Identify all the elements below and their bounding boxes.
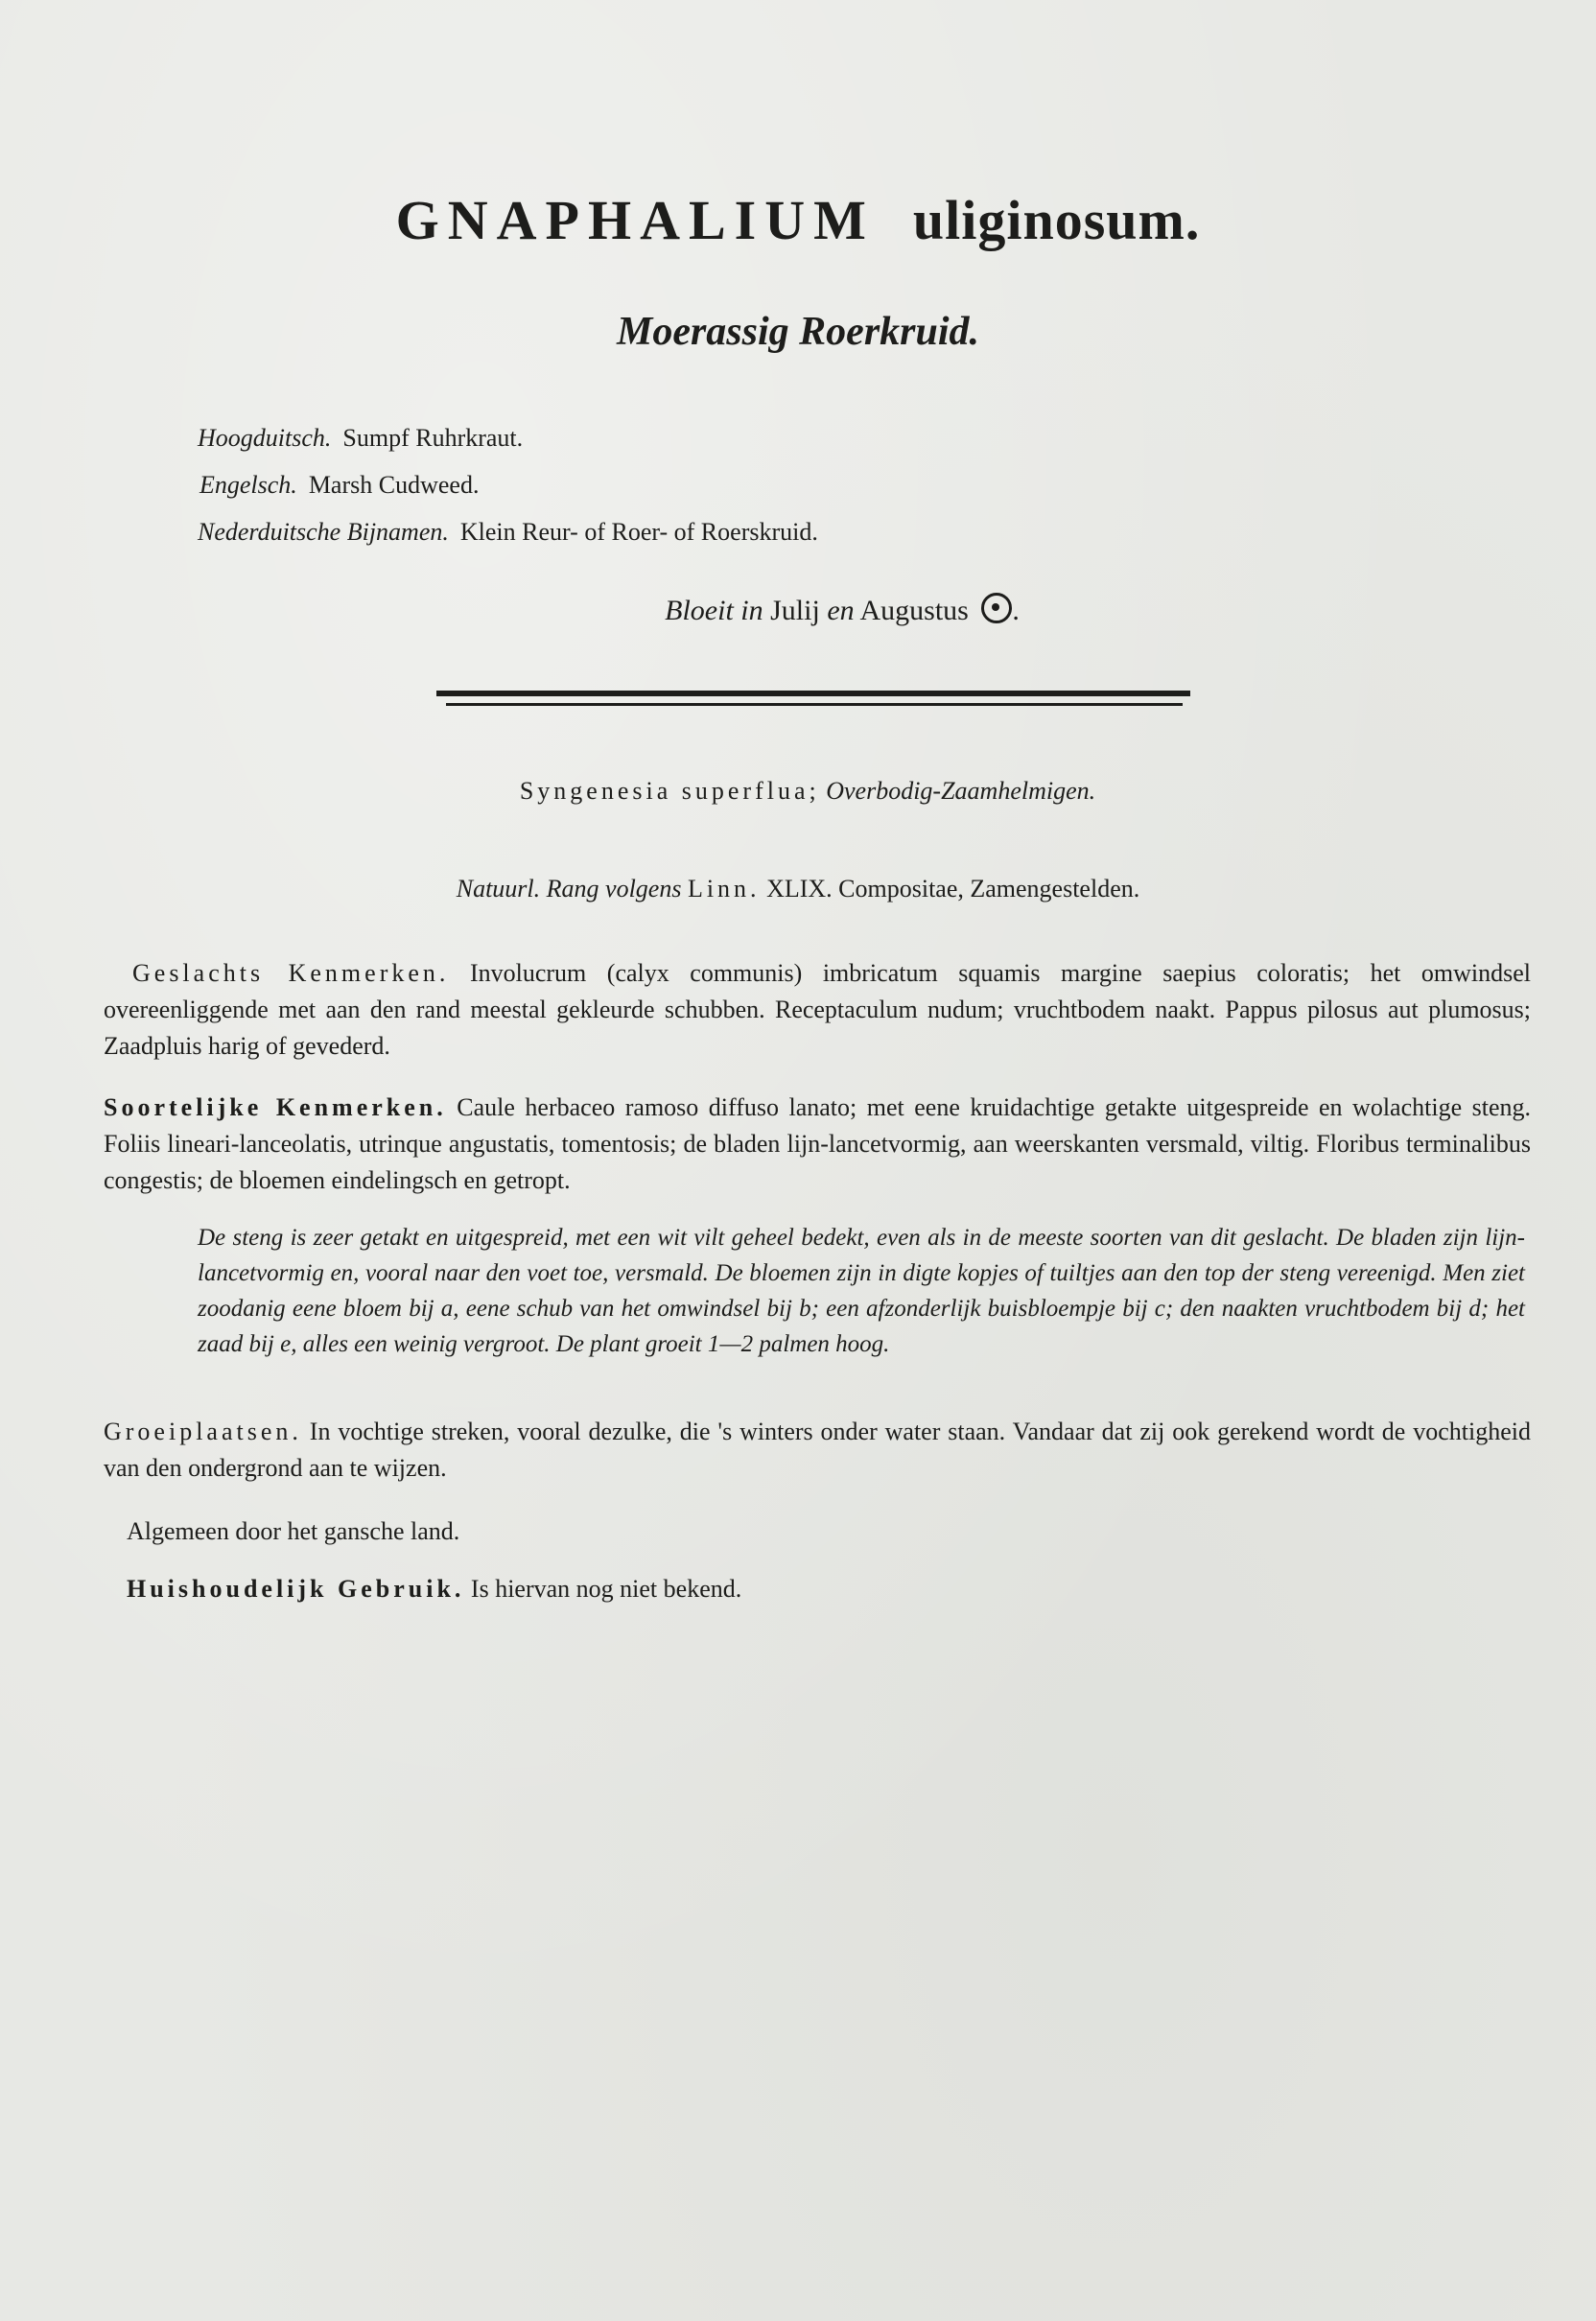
language-label: Nederduitsche Bijnamen.: [198, 518, 449, 546]
natural-rank: [0, 875, 1596, 903]
vernacular-name: Sumpf Ruhrkraut.: [342, 424, 524, 452]
bleed-through-decoration: [1007, 412, 1014, 441]
class-dutch: Overbodig-Zaamhelmigen.: [826, 777, 1096, 805]
divider-thick: [436, 691, 1190, 696]
name-row: [198, 414, 818, 461]
page-title: [0, 188, 1596, 252]
bloom-month-start: Julij: [770, 595, 820, 626]
name-row: [198, 461, 818, 508]
divider-thin: [446, 703, 1183, 706]
linnaean-class: [0, 777, 1596, 806]
distribution: Algemeen door het gansche land.: [127, 1517, 460, 1545]
class-system: Syngenesia superflua;: [519, 777, 820, 805]
vernacular-name: Klein Reur- of Roer- of Roerskruid.: [459, 518, 818, 546]
rank-value: XLIX. Compositae, Zamengestelden.: [766, 875, 1140, 903]
habitat-heading: Groeiplaatsen.: [104, 1418, 302, 1445]
household-use-heading: Huishoudelijk Gebruik.: [127, 1575, 465, 1603]
genus-characters: [104, 955, 1531, 1065]
language-label: Hoogduitsch.: [198, 424, 332, 452]
species-characters-heading: Soortelijke Kenmerken.: [104, 1093, 447, 1121]
plant-description: De steng is zeer getakt en uitgespreid, met een wit vilt geheel bedekt, even als in de meeste soorten van dit geslacht. De bladen zijn lijn-lancetvormig en, vooral naar den voet toe, versmald. De bloemen zijn in digte kopjes of tuiltjes aan den top der steng vereenigd. Men ziet zoodanig eene bloem bij a, eene schub van het omwindsel bij b; een afzonderlijk buisbloempje bij c; den naakten vruchtbodem bij d; het zaad bij e, alles een weinig vergroot. De plant groeit 1—2 palmen hoog.: [198, 1225, 1525, 1357]
species-characters-text: Caule herbaceo ramoso diffuso lanato; met eene kruidachtige getakte uitgespreide en wolachtige steng. Foliis lineari-lanceolatis, utrinque angustatis, tomentosis; de bladen lijn-lancetvormig, aan weerskanten versmald, viltig. Floribus terminalibus congestis; de bloemen eindelingsch en getropt.: [104, 1093, 1532, 1194]
habitat: [104, 1414, 1531, 1487]
annual-symbol-icon: [981, 593, 1012, 623]
rank-label: Natuurl. Rang volgens: [456, 875, 682, 903]
vernacular-names: [198, 414, 818, 555]
species-characters: [104, 1090, 1531, 1199]
language-label: Engelsch.: [200, 471, 297, 499]
vernacular-name: Marsh Cudweed.: [308, 471, 480, 499]
linnaeus-abbrev: Linn.: [687, 875, 761, 903]
bloom-prefix: Bloeit in: [665, 595, 763, 626]
bloom-suffix: .: [1012, 595, 1020, 626]
bloom-period: [0, 593, 1596, 627]
common-name: Moerassig Roerkruid.: [616, 310, 980, 354]
household-use-text: Is hiervan nog niet bekend.: [470, 1575, 742, 1603]
genus-characters-text: Involucrum (calyx communis) imbricatum squamis margine saepius coloratis; het omwindsel overeenliggende met aan den rand meestal gekleurde schubben. Receptaculum nudum; vruchtbodem naakt. Pappus pilosus aut plumosus; Zaadpluis harig of gevederd.: [104, 959, 1532, 1060]
name-row: [198, 508, 818, 555]
bloom-month-end: Augustus: [859, 595, 969, 626]
habitat-text: In vochtige streken, vooral dezulke, die 's winters onder water staan. Vandaar dat zij ook gerekend wordt de vochtigheid van den ondergrond aan te wijzen.: [104, 1418, 1531, 1482]
genus-characters-heading: Geslachts Kenmerken.: [132, 959, 450, 987]
species-name: uliginosum.: [912, 189, 1201, 251]
household-use: [127, 1571, 1554, 1607]
genus-name: GNAPHALIUM: [395, 189, 875, 251]
bloom-conjunction: en: [827, 595, 855, 626]
